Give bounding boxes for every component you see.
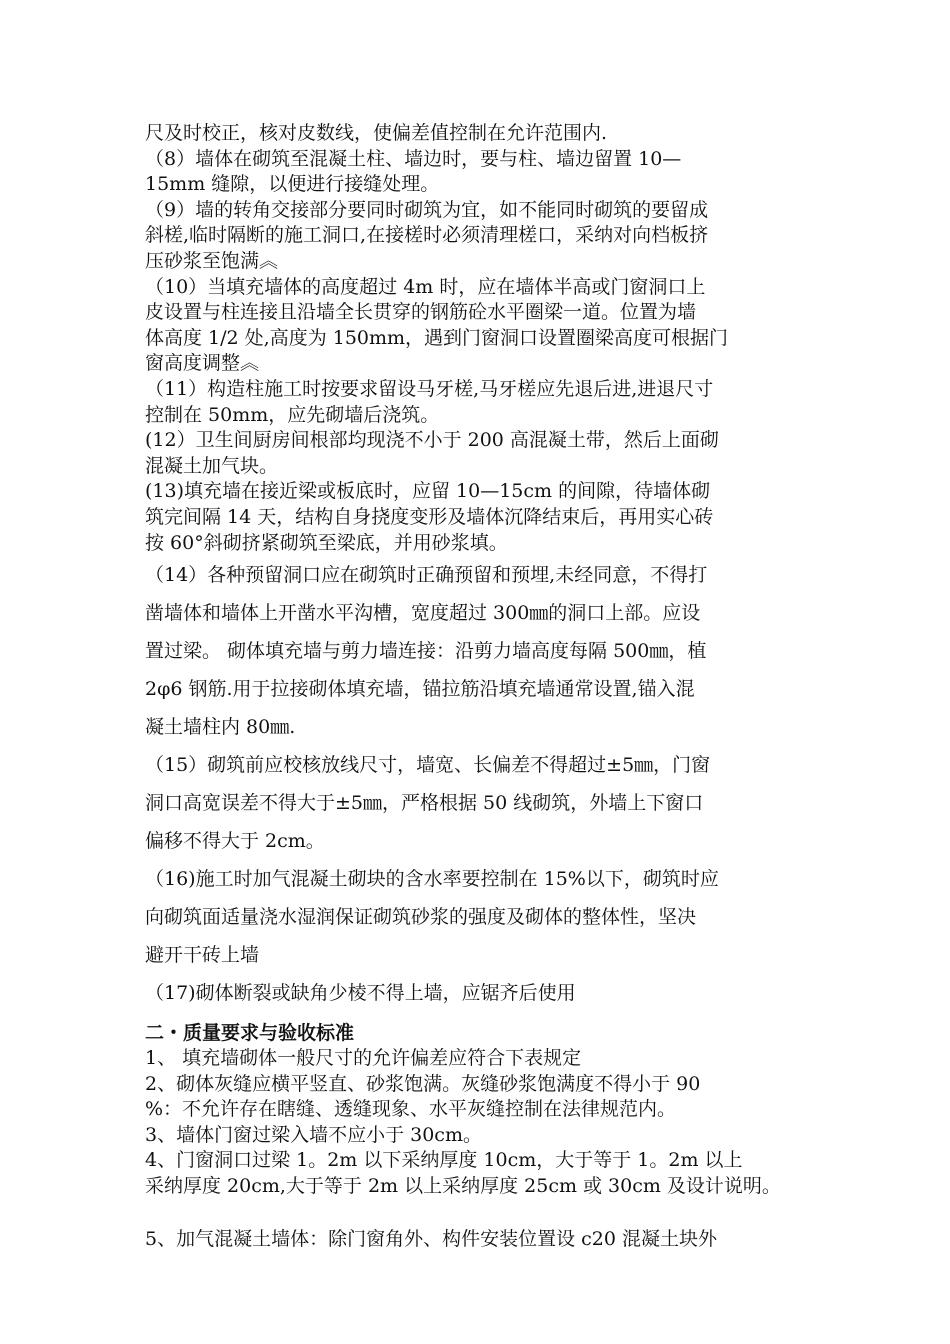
text-line: 采纳厚度 20cm,大于等于 2m 以上采纳厚度 25cm 或 30cm 及设计说明。 [145,1175,781,1198]
text-line: （8）墙体在砌筑至混凝土柱、墙边时，要与柱、墙边留置 10— [145,147,682,170]
text-line: 混凝土加气块。 [145,454,279,477]
section-heading: 二・质量要求与验收标准 [145,1022,355,1045]
section-items-8-13 [145,121,815,556]
text-line: 凝土墙柱内 80㎜. [145,716,296,739]
text-line: 3、墙体门窗过梁入墙不应小于 30cm。 [145,1123,482,1146]
text-line: 尺及时校正，核对皮数线，使偏差值控制在允许范围内. [145,122,608,144]
text-line: 2φ6 钢筋.用于拉接砌体填充墙，锚拉筋沿填充墙通常设置,锚入混 [145,678,695,701]
text-line: （16)施工时加气混凝土砌块的含水率要控制在 15%以下，砌筑时应 [145,868,719,891]
text-line: （10）当填充墙体的高度超过 4m 时，应在墙体半高或门窗洞口上 [145,275,706,298]
text-line: 避开干砖上墙 [145,944,260,967]
text-line: （17)砌体断裂或缺角少棱不得上墙，应锯齐后使用 [145,982,576,1005]
text-line: 向砌筑面适量浇水湿润保证砌筑砂浆的强度及砌体的整体性，坚决 [145,906,697,929]
section-quality-items [145,1046,815,1200]
text-line: 凿墙体和墙体上开凿水平沟槽，宽度超过 300㎜的洞口上部。应设 [145,602,701,625]
text-line: 筑完间隔 14 天，结构自身挠度变形及墙体沉降结束后，再用实心砖 [145,505,714,528]
text-line: 1、 填充墙砌体一般尺寸的允许偏差应符合下表规定 [145,1047,582,1070]
text-line: 置过梁。 砌体填充墙与剪力墙连接：沿剪力墙高度每隔 500㎜，植 [145,640,707,663]
text-column [145,121,815,1252]
text-line: 斜槎,临时隔断的施工洞口,在接槎时必须清理槎口，采纳对向档板挤 [145,224,709,247]
text-line: 窗高度调整︽ [145,352,260,375]
text-line: （14）各种预留洞口应在砌筑时正确预留和预埋,未经同意，不得打 [145,564,708,587]
section-items-14-17 [145,556,815,1012]
text-line: (13)填充墙在接近梁或板底时，应留 10—15cm 的间隙，待墙体砌 [145,480,711,503]
text-line: 压砂浆至饱满︽ [145,249,279,272]
text-line: （11）构造柱施工时按要求留设马牙槎,马牙槎应先退后进,进退尺寸 [145,377,714,400]
text-line: %：不允许存在瞎缝、透缝现象、水平灰缝控制在法律规范内。 [145,1098,677,1121]
text-line: 4、门窗洞口过梁 1。2m 以下采纳厚度 10cm，大于等于 1。2m 以上 [145,1149,743,1172]
text-line: 按 60°斜砌挤紧砌筑至梁底，并用砂浆填。 [145,531,508,554]
text-line: 皮设置与柱连接且沿墙全长贯穿的钢筋砼水平圈梁一道。位置为墙 [145,301,697,324]
text-line: （15）砌筑前应校核放线尺寸，墙宽、长偏差不得超过±5㎜，门窗 [145,754,711,777]
text-line: (12）卫生间厨房间根部均现浇不小于 200 高混凝土带，然后上面砌 [145,429,719,452]
text-line: 2、砌体灰缝应横平竖直、砂浆饱满。灰缝砂浆饱满度不得小于 90 [145,1072,701,1095]
text-line: （9）墙的转角交接部分要同时砌筑为宜，如不能同时砌筑的要留成 [145,198,709,221]
text-line: 体高度 1/2 处,高度为 150mm，遇到门窗洞口设置圈梁高度可根据门 [145,326,729,349]
text-line: 偏移不得大于 2cm。 [145,830,325,853]
text-line: 控制在 50mm，应先砌墙后浇筑。 [145,403,440,426]
text-line: 15mm 缝隙，以便进行接缝处理。 [145,173,440,196]
text-line: 5、加气混凝土墙体：除门窗角外、构件安装位置设 c20 混凝土块外 [145,1227,717,1250]
text-line: 洞口高宽误差不得大于±5㎜，严格根据 50 线砌筑，外墙上下窗口 [145,792,704,815]
